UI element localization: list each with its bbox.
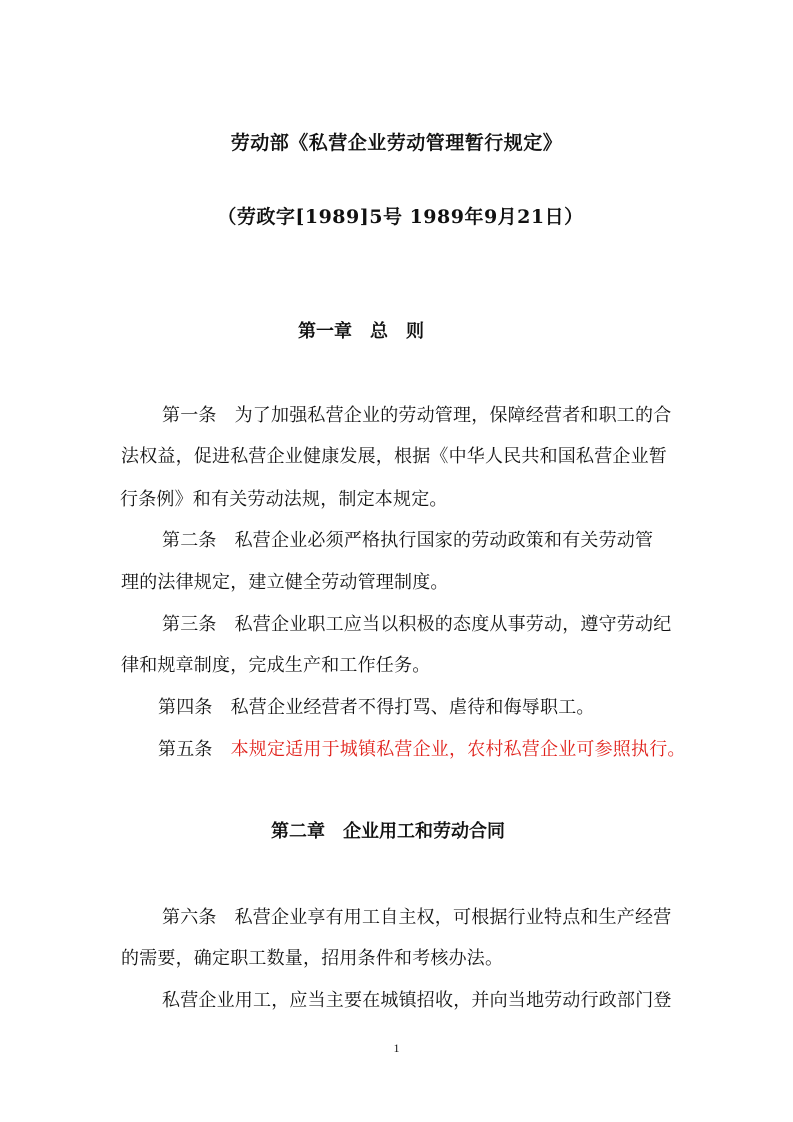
document-title: 劳动部《私营企业劳动管理暂行规定》 [230, 132, 563, 154]
article-1-line-2: 法权益，促进私营企业健康发展，根据《中华人民共和国私营企业暂 [121, 446, 667, 467]
paragraph-line: 私营企业用工，应当主要在城镇招收，并向当地劳动行政部门登 [162, 990, 672, 1011]
article-1-line-3: 行条例》和有关劳动法规，制定本规定。 [120, 489, 448, 510]
article-text-highlighted: 本规定适用于城镇私营企业，农村私营企业可参照执行。 [230, 739, 686, 760]
article-text: 私营企业必须严格执行国家的劳动政策和有关劳动管 [234, 530, 654, 551]
article-4-line-1 [158, 693, 595, 719]
article-text: 私营企业职工应当以积极的态度从事劳动，遵守劳动纪 [234, 614, 672, 635]
article-3-line-1 [162, 610, 671, 636]
article-label: 第二条 [162, 530, 217, 551]
article-2-line-1 [162, 526, 653, 552]
article-label: 第四条 [158, 697, 213, 718]
article-label: 第五条 [158, 739, 213, 760]
article-text: 私营企业经营者不得打骂、虐待和侮辱职工。 [230, 697, 595, 718]
article-6-line-1 [162, 903, 671, 929]
article-label: 第六条 [162, 907, 217, 928]
document-subtitle: （劳政字[1989]5号 1989年9月21日） [217, 206, 584, 228]
article-3-line-2: 律和规章制度，完成生产和工作任务。 [121, 655, 431, 676]
article-2-line-2: 理的法律规定，建立健全劳动管理制度。 [121, 572, 449, 593]
chapter-heading-1: 第一章 总 则 [298, 321, 424, 342]
chapter-heading-2: 第二章 企业用工和劳动合同 [271, 821, 505, 842]
article-label: 第一条 [162, 405, 217, 426]
article-text: 为了加强私营企业的劳动管理，保障经营者和职工的合 [234, 405, 672, 426]
article-5-line-1 [158, 735, 686, 761]
article-1-line-1 [162, 401, 671, 427]
article-text: 私营企业享有用工自主权，可根据行业特点和生产经营 [234, 907, 672, 928]
article-6-line-2: 的需要，确定职工数量，招用条件和考核办法。 [121, 948, 504, 969]
article-label: 第三条 [162, 614, 217, 635]
page-number: 1 [393, 1041, 400, 1055]
